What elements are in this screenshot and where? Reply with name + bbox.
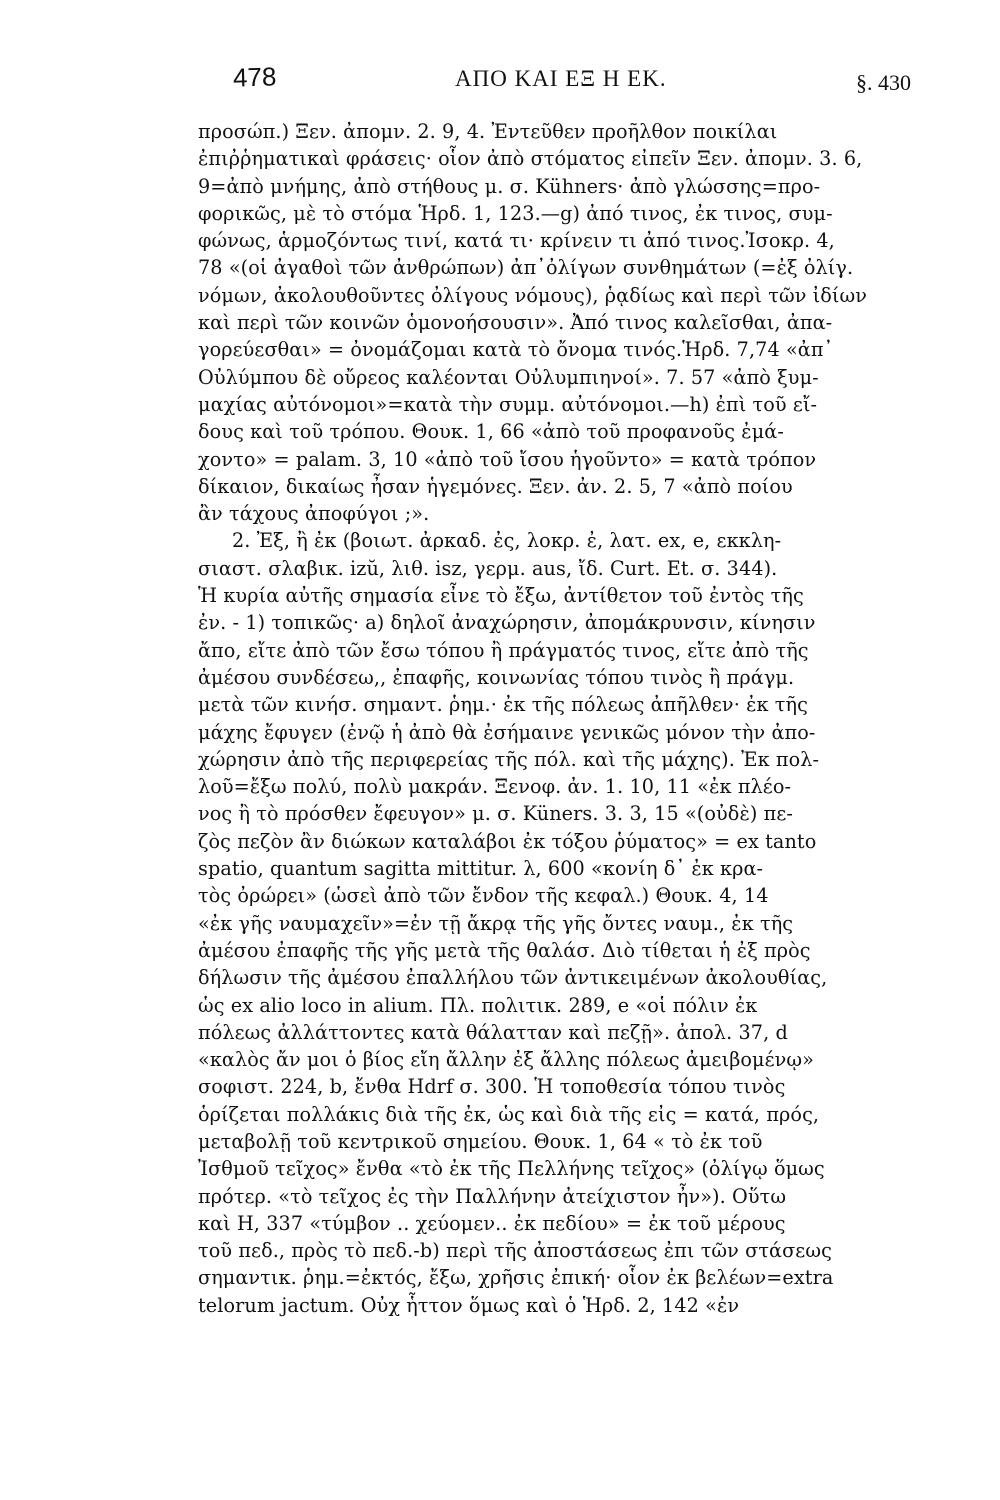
text-line: χώρησιν ἀπὸ τῆς περιφερείας τῆς πόλ. καὶ τῆς μάχης). Ἐκ πολ- — [198, 747, 820, 771]
text-line: ἀμέσου συνδέσεω,, ἐπαφῆς, κοινωνίας τόπου τινὸς ἢ πράγμ. — [198, 665, 795, 689]
text-line: γορεύεσθαι» = ὀνομάζομαι κατὰ τὸ ὄνομα τινός.Ἡρδ. 7,74 «ἀπ᾽ — [198, 338, 834, 362]
text-line: telorum jactum. Οὐχ ἧττον ὅμως καὶ ὁ Ἡρδ. 2, 142 «ἐν — [198, 1293, 740, 1317]
text-line: 9=ἀπὸ μνήμης, ἀπὸ στήθους μ. σ. Kühners· ἀπὸ γλώσσης=προ- — [198, 174, 821, 198]
text-line: «ἐκ γῆς ναυμαχεῖν»=ἐν τῇ ἄκρᾳ τῆς γῆς ὄντες ναυμ., ἐκ τῆς — [198, 911, 794, 935]
page-heading: ΑΠΟ ΚΑΙ ΕΞ Η ΕΚ. — [455, 66, 667, 91]
text-line: νος ἢ τὸ πρόσθεν ἔφευγον» μ. σ. Küners. 3. 3, 15 «(οὐδὲ) πε- — [198, 802, 793, 826]
text-line: τοῦ πεδ., πρὸς τὸ πεδ.-b) περὶ τῆς ἀποστάσεως ἐπι τῶν στάσεως — [198, 1239, 832, 1263]
text-line: Οὐλύμπου δὲ οὔρεος καλέονται Οὐλυμπιηνοί». 7. 57 «ἀπὸ ξυμ- — [198, 365, 819, 389]
text-line: σιαστ. σλαβικ. izŭ, λιθ. isz, γερμ. aus, ἴδ. Curt. Et. σ. 344). — [198, 556, 778, 580]
text-line: ζὸς πεζὸν ἂν διώκων καταλάβοι ἐκ τόξου ῥύματος» = ex tanto — [198, 829, 817, 853]
text-line: σημαντικ. ῥημ.=ἐκτός, ἔξω, χρῆσις ἐπική· οἷον ἐκ βελέων=extra — [198, 1266, 834, 1290]
text-line: ὁρίζεται πολλάκις διὰ τῆς ἐκ, ὡς καὶ διὰ τῆς εἰς = κατά, πρός, — [198, 1102, 820, 1126]
text-line: φώνως, ἁρμοζόντως τινί, κατά τι· κρίνειν τι ἀπό τινος.Ἰσοκρ. 4, — [198, 229, 835, 253]
text-line: δίκαιον, δικαίως ἦσαν ἡγεμόνες. Ξεν. ἀν. 2. 5, 7 «ἀπὸ ποίου — [198, 474, 793, 498]
text-line: Ἡ κυρία αὐτῆς σημασία εἶνε τὸ ἔξω, ἀντίθετον τοῦ ἐντὸς τῆς — [198, 584, 804, 608]
text-line: δους καὶ τοῦ τρόπου. Θουκ. 1, 66 «ἀπὸ τοῦ προφανοῦς ἐμά- — [198, 420, 784, 444]
text-line: ἐν. - 1) τοπικῶς· a) δηλοῖ ἀναχώρησιν, ἀπομάκρυνσιν, κίνησιν — [198, 611, 816, 635]
text-line: μεταβολῇ τοῦ κεντρικοῦ σημείου. Θουκ. 1, 64 « τὸ ἐκ τοῦ — [198, 1129, 763, 1153]
text-line: μαχίας αὐτόνομοι»=κατὰ τὴν συμμ. αὐτόνομοι.—h) ἐπὶ τοῦ εἴ- — [198, 392, 818, 416]
text-line: τὸς ὀρώρει» (ὡσεὶ ἀπὸ τῶν ἔνδον τῆς κεφαλ.) Θουκ. 4, 14 — [198, 884, 769, 908]
text-line: δήλωσιν τῆς ἀμέσου ἐπαλλήλου τῶν ἀντικειμένων ἀκολουθίας, — [198, 966, 828, 990]
text-line: πόλεως ἀλλάττοντες κατὰ θάλατταν καὶ πεζῇ». ἀπολ. 37, d — [198, 1020, 788, 1044]
text-line: 78 «(οἱ ἀγαθοὶ τῶν ἀνθρώπων) ἀπ᾽ὀλίγων συνθημάτων (=ἐξ ὀλίγ. — [198, 256, 854, 280]
text-line: καὶ περὶ τῶν κοινῶν ὁμονοήσουσιν». Ἀπό τινος καλεῖσθαι, ἀπα- — [198, 311, 833, 335]
body-text — [198, 118, 913, 1319]
text-line: spatio, quantum sagitta mittitur. λ, 600 «κονίη δ᾽ ἐκ κρα- — [198, 857, 764, 881]
text-line: ὡς ex alio loco in alium. Πλ. πολιτικ. 289, e «οἱ πόλιν ἐκ — [198, 993, 758, 1017]
text-line: μετὰ τῶν κινήσ. σημαντ. ῥημ.· ἐκ τῆς πόλεως ἀπῆλθεν· ἐκ τῆς — [198, 693, 808, 717]
text-line: Ἰσθμοῦ τεῖχος» ἔνθα «τὸ ἐκ τῆς Πελλήνης τεῖχος» (ὀλίγῳ ὅμως — [198, 1157, 825, 1181]
page-number: 478 — [232, 61, 277, 93]
text-line: χοντο» = palam. 3, 10 «ἀπὸ τοῦ ἴσου ἡγοῦντο» = κατὰ τρόπον — [198, 447, 817, 471]
text-line: μάχης ἔφυγεν (ἐνῷ ἡ ἀπὸ θὰ ἐσήμαινε γενικῶς μόνον τὴν ἀπο- — [198, 720, 816, 744]
running-head — [225, 62, 915, 98]
text-line: ἄπο, εἴτε ἀπὸ τῶν ἔσω τόπου ἢ πράγματός τινος, εἴτε ἀπὸ τῆς — [198, 638, 809, 662]
text-line: 2. Ἐξ, ἢ ἐκ (βοιωτ. ἀρκαδ. ἐς, λοκρ. ἐ, λατ. ex, e, εκκλη- — [232, 529, 782, 553]
text-line: πρότερ. «τὸ τεῖχος ἐς τὴν Παλλήνην ἀτείχιστον ἦν»). Οὕτω — [198, 1184, 787, 1208]
text-line: φορικῶς, μὲ τὸ στόμα Ἡρδ. 1, 123.—g) ἀπό τινος, ἐκ τινος, συμ- — [198, 201, 833, 225]
text-line: προσώπ.) Ξεν. ἀπομν. 2. 9, 4. Ἐντεῦθεν προῆλθον ποικίλαι — [198, 120, 778, 143]
section-number: §. 430 — [856, 70, 911, 95]
text-line: ἐπιῤῥηματικαὶ φράσεις· οἷον ἀπὸ στόματος εἰπεῖν Ξεν. ἀπομν. 3. 6, — [198, 147, 863, 171]
text-line: «καλὸς ἄν μοι ὁ βίος εἴη ἄλλην ἐξ ἄλλης πόλεως ἀμειβομένῳ» — [198, 1048, 815, 1072]
text-line: σοφιστ. 224, b, ἔνθα Hdrf σ. 300. Ἡ τοποθεσία τόπου τινὸς — [198, 1075, 786, 1099]
text-line: ἀμέσου ἐπαφῆς τῆς γῆς μετὰ τῆς θαλάσ. Διὸ τίθεται ἡ ἐξ πρὸς — [198, 938, 811, 962]
text-line: ἂν τάχους ἀποφύγοι ;». — [198, 502, 430, 526]
text-line: νόμων, ἀκολουθοῦντες ὀλίγους νόμους), ῥᾳδίως καὶ περὶ τῶν ἰδίων — [198, 283, 868, 307]
text-line: λοῦ=ἔξω πολύ, πολὺ μακράν. Ξενοφ. ἀν. 1. 10, 11 «ἐκ πλέο- — [198, 775, 792, 799]
text-line: καὶ Η, 337 «τύμβον .. χεύομεν.. ἐκ πεδίου» = ἐκ τοῦ μέρους — [198, 1211, 786, 1235]
